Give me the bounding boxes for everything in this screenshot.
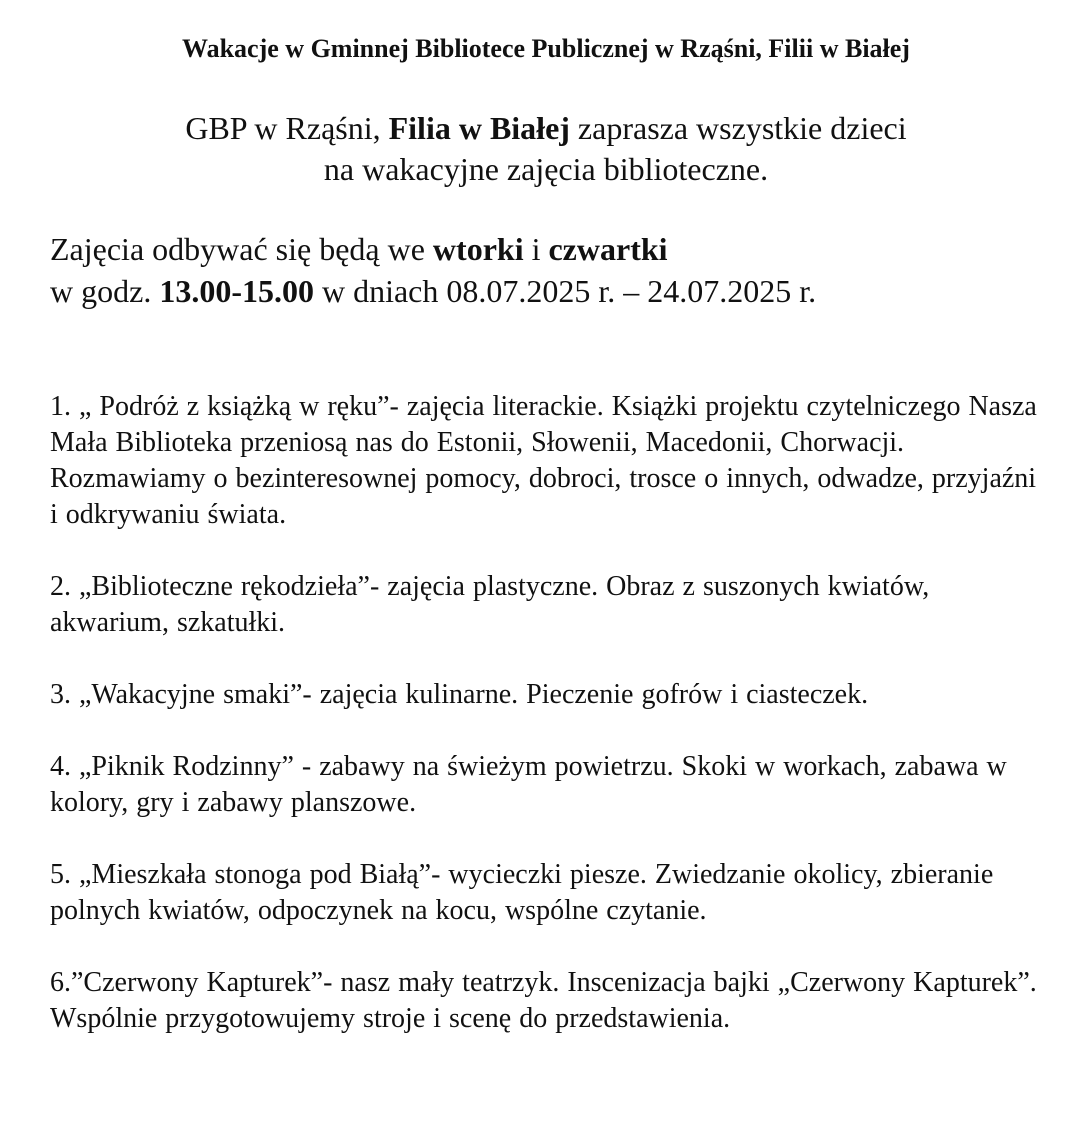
schedule-text: w godz. (50, 273, 160, 309)
activity-item-5: 5. „Mieszkała stonoga pod Białą”- wycieczki piesze. Zwiedzanie okolicy, zbieranie polnych kwiatów, odpoczynek na kocu, wspólne czytanie. (50, 859, 994, 926)
activity-item-1: 1. „ Podróż z książką w ręku”- zajęcia literackie. Książki projektu czytelniczego Nasza Mała Biblioteka przeniosą nas do Estonii, Słowenii, Macedonii, Chorwacji. Rozmawiamy o bezinteresownej pomocy, dobroci, trosce o innych, odwadze, przyjaźni i odkrywaniu świata. (50, 391, 1037, 530)
schedule-text: i (523, 231, 549, 267)
activity-item-3: 3. „Wakacyjne smaki”- zajęcia kulinarne. Pieczenie gofrów i ciasteczek. (50, 679, 869, 710)
schedule-day-thursday: czwartki (548, 231, 668, 267)
schedule-line-1 (50, 228, 1050, 270)
schedule-hours: 13.00-15.00 (159, 273, 314, 309)
intro-line-2: na wakacyjne zajęcia biblioteczne. (323, 151, 769, 187)
intro-branch-name: Filia w Białej (388, 110, 570, 146)
document-title: Wakacje w Gminnej Bibliotece Publicznej w Rząśni, Filii w Białej (182, 34, 910, 63)
schedule-day-tuesday: wtorki (432, 231, 524, 267)
intro-line-1 (0, 108, 1092, 149)
schedule-paragraph (50, 228, 1050, 312)
intro-paragraph (0, 108, 1092, 190)
activity-item-6: 6.”Czerwony Kapturek”- nasz mały teatrzyk. Inscenizacja bajki „Czerwony Kapturek”. Wspólnie przygotowujemy stroje i scenę do przedstawienia. (50, 967, 1037, 1034)
schedule-line-2 (50, 270, 1050, 312)
intro-text: zaprasza wszystkie dzieci (569, 110, 907, 146)
activity-item-2: 2. „Biblioteczne rękodzieła”- zajęcia plastyczne. Obraz z suszonych kwiatów, akwarium, szkatułki. (50, 571, 930, 638)
intro-text: GBP w Rząśni, (185, 110, 389, 146)
schedule-text: Zajęcia odbywać się będą we (50, 231, 433, 267)
activity-list (50, 389, 1050, 1073)
activity-item-4: 4. „Piknik Rodzinny” - zabawy na świeżym powietrzu. Skoki w workach, zabawa w kolory, gry i zabawy planszowe. (50, 751, 1007, 818)
schedule-dates: w dniach 08.07.2025 r. – 24.07.2025 r. (313, 273, 817, 309)
